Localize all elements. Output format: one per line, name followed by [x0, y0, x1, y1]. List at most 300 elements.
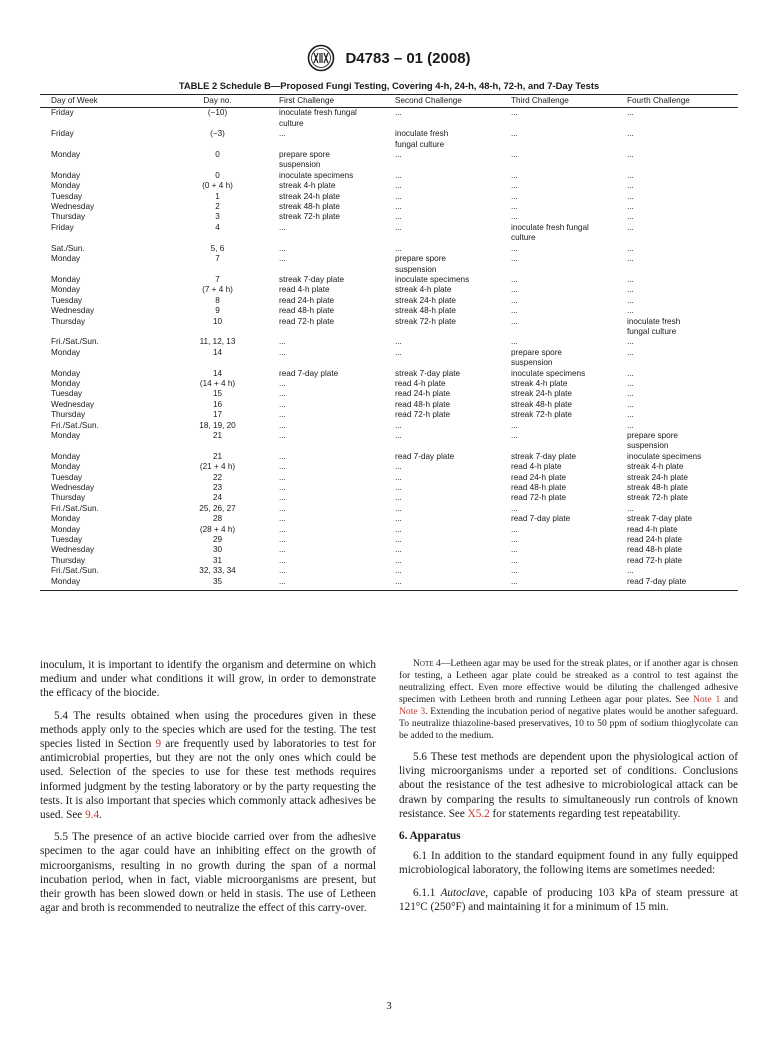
table-cell: ...	[511, 306, 518, 316]
table-cell: ...	[279, 503, 286, 513]
table-cell: Thursday	[51, 212, 86, 222]
table-cell: ...	[511, 254, 518, 264]
text: 5.4 The results obtained when using the procedures given in these methods apply only to the species which are used for the testing. The test species listed in Section	[40, 709, 376, 751]
text: 6.1.1	[413, 886, 441, 899]
table-cell: ...	[511, 202, 518, 212]
column-header: First Challenge	[279, 95, 395, 108]
table-cell: ...	[395, 108, 402, 118]
table-cell: Wednesday	[51, 306, 95, 316]
table-cell: Tuesday	[51, 535, 83, 545]
table-cell: ...	[511, 170, 518, 180]
table-caption: TABLE 2 Schedule B—Proposed Fungi Testing, Covering 4-h, 24-h, 48-h, 72-h, and 7-Day Tests	[178, 80, 600, 91]
table-cell: streak 72-h plate	[279, 212, 340, 222]
table-cell: Wednesday	[51, 483, 95, 493]
section-heading-apparatus: 6. Apparatus	[399, 830, 461, 843]
table-cell: read 24-h plate	[627, 535, 683, 545]
table-cell: Sat./Sun.	[51, 243, 85, 253]
table-cell: ...	[279, 399, 286, 409]
text: —Letheen agar may be used for the streak plates, or if another agar is chosen for testing, a Letheen agar plate could be streaked as a control to test against the neutralizing effect. Even more effective would be diluting the challenged adhesive specimen with Letheen broth and running Letheen agar pour plates. See	[399, 658, 738, 705]
table-cell: Monday	[51, 451, 81, 461]
table-cell: ...	[511, 337, 518, 347]
table-cell: Fri./Sat./Sun.	[51, 420, 99, 430]
table-cell: streak 7-day plate	[511, 451, 577, 461]
column-header: Third Challenge	[511, 95, 627, 108]
table-row	[40, 223, 738, 244]
table-cell: ...	[627, 337, 634, 347]
table-cell: 31	[212, 555, 223, 565]
table-cell: ...	[395, 545, 402, 555]
table-cell: Wednesday	[51, 399, 95, 409]
table-cell: 25, 26, 27	[199, 503, 236, 513]
table-cell: ...	[279, 535, 286, 545]
table-cell: ...	[395, 222, 402, 232]
table-cell: read 4-h plate	[511, 462, 562, 472]
table-cell: inoculate fresh fungal culture	[279, 108, 357, 128]
table-cell: ...	[627, 254, 634, 264]
table-cell: Monday	[51, 462, 81, 472]
table-cell: prepare spore suspension	[627, 431, 678, 451]
table-cell: Monday	[51, 347, 81, 357]
table-cell: 21	[212, 451, 223, 461]
table-cell: Monday	[51, 514, 81, 524]
table-row	[40, 129, 738, 150]
table-cell: ...	[511, 150, 518, 160]
x5-2-link[interactable]: X5.2	[467, 807, 490, 820]
table-cell: ...	[279, 347, 286, 357]
table-cell: ...	[627, 410, 634, 420]
table-cell: Wednesday	[51, 202, 95, 212]
paragraph-inoculum: inoculum, it is important to identify the organism and determine on which medium and under what conditions it will grow, in order to demonstrate the efficacy of the biocide.	[40, 659, 376, 700]
table-cell: Thursday	[51, 316, 86, 326]
table-cell: prepare spore suspension	[395, 254, 446, 274]
table-cell: 16	[212, 399, 223, 409]
table-cell: inoculate fresh fungal culture	[627, 316, 681, 336]
table-cell: ...	[627, 129, 634, 139]
table-cell: 28	[212, 514, 223, 524]
table-cell: Monday	[51, 368, 81, 378]
page-number: 3	[386, 1000, 392, 1012]
table-cell: ...	[627, 243, 634, 253]
text: are frequently used by laboratories to test for antimicrobial properties, but they are not the only ones which could be used. Selection of the species to use for these test methods requires informed judgment by the testing laboratory or by the party requesting the tests. It is also important that species which commonly attack adhesives be used. See	[40, 738, 376, 822]
table-cell: ...	[627, 202, 634, 212]
table-cell: 8	[215, 295, 220, 305]
table-row	[40, 535, 738, 545]
table-cell: ...	[627, 274, 634, 284]
table-cell: Wednesday	[51, 545, 95, 555]
table-cell: streak 4-h plate	[627, 462, 684, 472]
text: for statements regarding test repeatability.	[489, 807, 681, 820]
table-row	[40, 545, 738, 555]
note-1-link[interactable]: Note 1	[692, 694, 721, 705]
table-cell: ...	[511, 212, 518, 222]
table-cell: ...	[627, 306, 634, 316]
table-cell: read 4-h plate	[395, 378, 446, 388]
table-cell: 24	[212, 493, 223, 503]
table-cell: ...	[279, 337, 286, 347]
table-cell: read 4-h plate	[279, 285, 330, 295]
table-cell: Tuesday	[51, 295, 83, 305]
table-row	[40, 525, 738, 535]
table-cell: inoculate specimens	[627, 451, 702, 461]
table-cell: ...	[395, 150, 402, 160]
table-cell: ...	[627, 347, 634, 357]
table-cell: ...	[395, 243, 402, 253]
table-cell: read 48-h plate	[511, 483, 567, 493]
table-cell: Monday	[51, 170, 81, 180]
table-cell: 30	[212, 545, 223, 555]
table-cell: 22	[212, 472, 223, 482]
table-cell: inoculate specimens	[395, 274, 470, 284]
paragraph-5-4	[40, 709, 376, 823]
table-cell: Fri./Sat./Sun.	[51, 337, 99, 347]
table-cell: streak 72-h plate	[511, 410, 572, 420]
table-cell: ...	[395, 472, 402, 482]
table-row	[40, 202, 738, 212]
table-cell: read 72-h plate	[279, 316, 335, 326]
table-cell: ...	[511, 181, 518, 191]
table-cell: ...	[279, 577, 395, 591]
paragraph-6-1: 6.1 In addition to the standard equipment found in any fully equipped microbiological laboratory, the following items are sometimes needed:	[399, 850, 738, 877]
table-cell: 29	[212, 535, 223, 545]
table-cell: ...	[395, 347, 402, 357]
table-cell: Monday	[51, 285, 81, 295]
table-cell: ...	[279, 483, 286, 493]
table-cell: ...	[627, 295, 634, 305]
table-row	[40, 493, 738, 503]
table-cell: read 7-day plate	[395, 451, 455, 461]
table-cell: Monday	[51, 431, 81, 440]
table-cell: ...	[279, 410, 286, 420]
table-cell: streak 24-h plate	[395, 295, 456, 305]
table-cell: ...	[395, 191, 402, 201]
table-row	[40, 212, 738, 222]
note-3-link[interactable]: Note 3	[399, 706, 426, 717]
table-cell: ...	[279, 566, 286, 576]
term-autoclave: Autoclave,	[440, 886, 489, 899]
table-row	[40, 504, 738, 514]
table-cell: ...	[395, 577, 511, 591]
table-cell: ...	[395, 170, 402, 180]
table-row	[40, 514, 738, 524]
table-cell: Fri./Sat./Sun.	[51, 503, 99, 513]
table-cell: (0 + 4 h)	[202, 181, 233, 191]
table-cell: ...	[511, 524, 518, 534]
table-row	[40, 410, 738, 420]
note-4	[399, 658, 738, 742]
table-cell: ...	[511, 566, 518, 576]
table-cell: Thursday	[51, 410, 86, 420]
table-cell: 14	[212, 347, 223, 357]
table-cell: read 72-h plate	[511, 493, 567, 503]
table-cell: inoculate fresh fungal culture	[511, 222, 589, 243]
table-row	[40, 348, 738, 369]
table-cell: read 24-h plate	[395, 389, 451, 399]
table-row	[40, 400, 738, 410]
table-cell: (−10)	[207, 108, 228, 118]
table-row	[40, 369, 738, 379]
table-cell: Tuesday	[51, 472, 83, 482]
table-cell: ...	[395, 555, 402, 565]
table-cell: read 48-h plate	[395, 399, 451, 409]
table-header-row	[40, 95, 738, 108]
table-cell: 1	[215, 191, 220, 201]
table-cell: ...	[511, 535, 518, 545]
table-cell: 3	[215, 212, 220, 222]
table-cell: ...	[627, 222, 634, 232]
table-cell: 18, 19, 20	[199, 420, 236, 430]
table-cell: ...	[395, 181, 402, 191]
text: .	[99, 809, 102, 822]
column-header: Second Challenge	[395, 95, 511, 108]
table-cell: ...	[395, 202, 402, 212]
table-cell: streak 48-h plate	[511, 399, 572, 409]
table-cell: ...	[627, 566, 634, 576]
table-cell: ...	[511, 420, 518, 430]
table-row	[40, 317, 738, 338]
table-cell: Monday	[51, 150, 81, 160]
table-row	[40, 431, 738, 452]
table-cell: streak 4-h plate	[279, 181, 336, 191]
table-cell: ...	[511, 274, 518, 284]
table-cell: streak 7-day plate	[395, 368, 461, 378]
table-cell: ...	[279, 555, 286, 565]
table-cell: ...	[627, 399, 634, 409]
left-column	[40, 658, 376, 923]
table-cell: Tuesday	[51, 191, 83, 201]
table-cell: streak 24-h plate	[627, 472, 688, 482]
page-header	[0, 44, 778, 72]
paragraph-5-6	[399, 750, 738, 821]
table-row	[40, 421, 738, 431]
table-row	[40, 452, 738, 462]
table-cell: Fri./Sat./Sun.	[51, 566, 99, 576]
table-body	[40, 108, 738, 591]
table-cell: ...	[395, 483, 402, 493]
table-row	[40, 285, 738, 295]
table-cell: ...	[627, 368, 634, 378]
table-cell: ...	[395, 462, 402, 472]
table-cell: read 24-h plate	[511, 472, 567, 482]
table-cell: ...	[279, 129, 286, 139]
table-cell: prepare spore suspension	[279, 150, 330, 170]
table-row	[40, 181, 738, 191]
table-cell: ...	[511, 316, 518, 326]
table-cell: ...	[279, 524, 286, 534]
table-cell: ...	[279, 472, 286, 482]
table-cell: ...	[395, 514, 402, 524]
table-cell: Thursday	[51, 555, 86, 565]
table-cell: ...	[395, 420, 402, 430]
text: . Extending the incubation period of negative plates would be another safeguard. To neutralize thiazoline-based preservatives, 10 to 50 ppm of sodium thioglycolate can be added to the medium.	[399, 706, 738, 741]
table-row	[40, 108, 738, 129]
table-row	[40, 337, 738, 347]
table-cell: ...	[627, 389, 634, 399]
table-row	[40, 577, 738, 591]
astm-logo-icon	[307, 44, 335, 72]
table-cell: inoculate specimens	[279, 170, 354, 180]
table-cell: ...	[395, 493, 402, 503]
table-cell: ...	[511, 295, 518, 305]
table-cell: 15	[212, 389, 223, 399]
table-cell: read 4-h plate	[627, 524, 678, 534]
table-row	[40, 306, 738, 316]
table-row	[40, 379, 738, 389]
text: 5.6 These test methods are dependent upon the physiological action of living microorganisms under a reported set of conditions. Conclusions about the resistance of the test adhesive to microbiological attack can be drawn by comparing the results to simultaneously run controls of known resistance. See	[399, 751, 738, 820]
table-cell: ...	[511, 108, 518, 118]
table-cell: ...	[511, 243, 518, 253]
table-cell: ...	[395, 503, 402, 513]
table-cell: streak 24-h plate	[279, 191, 340, 201]
table-cell: ...	[279, 545, 286, 555]
table-cell: 2	[215, 202, 220, 212]
table-cell: read 24-h plate	[279, 295, 335, 305]
table-cell: Friday	[51, 222, 74, 232]
table-cell: ...	[395, 524, 402, 534]
table-cell: Monday	[51, 524, 81, 534]
table-cell: ...	[627, 170, 634, 180]
column-header: Day of Week	[40, 95, 156, 108]
table-cell: (21 + 4 h)	[199, 462, 236, 472]
table-row	[40, 556, 738, 566]
table-cell: Friday	[51, 108, 74, 118]
table-cell: 35	[156, 577, 279, 591]
table-cell: ...	[627, 181, 634, 191]
table-cell: ...	[511, 285, 518, 295]
table-cell: ...	[279, 254, 286, 264]
table-cell: ...	[279, 451, 286, 461]
column-header: Fourth Challenge	[627, 95, 738, 108]
table-row	[40, 296, 738, 306]
table-cell: streak 48-h plate	[627, 483, 688, 493]
table-cell: ...	[511, 431, 518, 440]
table-cell: ...	[395, 535, 402, 545]
table-cell: ...	[511, 555, 518, 565]
table-cell: ...	[511, 545, 518, 555]
document-id: D4783 – 01 (2008)	[345, 49, 471, 67]
table-row	[40, 192, 738, 202]
table-cell: read 7-day plate	[279, 368, 339, 378]
table-cell: ...	[279, 462, 286, 472]
table-cell: 9	[215, 306, 220, 316]
table-cell: Monday	[51, 378, 81, 388]
table-cell: streak 4-h plate	[395, 285, 452, 295]
table-row	[40, 171, 738, 181]
table-cell: ...	[627, 191, 634, 201]
table-cell: ...	[511, 503, 518, 513]
table-cell: (−3)	[210, 129, 225, 139]
table-row	[40, 275, 738, 285]
table-row	[40, 389, 738, 399]
table-cell: 23	[212, 483, 223, 493]
table-cell: 0	[215, 150, 220, 160]
table-cell: streak 24-h plate	[511, 389, 572, 399]
table-cell: 10	[212, 316, 223, 326]
table-cell: prepare spore suspension	[511, 347, 562, 368]
table-cell: Monday	[51, 254, 81, 264]
schedule-table	[40, 94, 738, 591]
table-cell: inoculate fresh fungal culture	[395, 129, 449, 149]
section-9-4-link[interactable]: 9.4	[85, 809, 100, 822]
table-cell: Tuesday	[51, 389, 83, 399]
table-cell: streak 7-day plate	[279, 274, 345, 284]
table-cell: Thursday	[51, 493, 86, 503]
table-cell: ...	[279, 378, 286, 388]
table-cell: (28 + 4 h)	[199, 524, 236, 534]
table-cell: read 48-h plate	[279, 306, 335, 316]
table-cell: 5, 6	[210, 243, 225, 253]
column-header: Day no.	[156, 95, 279, 108]
table-cell: ...	[395, 431, 402, 440]
table-cell: (14 + 4 h)	[199, 378, 236, 388]
table-cell: read 72-h plate	[395, 410, 451, 420]
table-cell: read 48-h plate	[627, 545, 683, 555]
table-cell: streak 72-h plate	[395, 316, 456, 326]
table-cell: 7	[215, 254, 220, 264]
table-cell: streak 48-h plate	[395, 306, 456, 316]
table-cell: ...	[627, 212, 634, 222]
table-cell: streak 48-h plate	[279, 202, 340, 212]
table-cell: 0	[215, 170, 220, 180]
table-cell: ...	[511, 191, 518, 201]
table-cell: (7 + 4 h)	[202, 285, 233, 295]
note-label: Note 4	[413, 658, 441, 669]
table-cell: ...	[279, 493, 286, 503]
table-cell: Friday	[51, 129, 74, 139]
table-cell: 14	[212, 368, 223, 378]
table-cell: inoculate specimens	[511, 368, 586, 378]
table-cell: 4	[215, 222, 220, 232]
table-cell: ...	[395, 212, 402, 222]
table-cell: 32, 33, 34	[199, 566, 236, 576]
table-cell: ...	[279, 431, 286, 440]
text: and	[720, 694, 738, 705]
table-cell: 17	[212, 410, 223, 420]
section-9-link[interactable]: 9	[155, 738, 162, 751]
table-row	[40, 483, 738, 493]
table-row	[40, 244, 738, 254]
table-cell: Monday	[40, 577, 156, 591]
table-cell: ...	[511, 577, 627, 591]
table-cell: 21	[212, 431, 223, 440]
table-cell: ...	[627, 285, 634, 295]
table-cell: ...	[627, 420, 634, 430]
table-cell: Monday	[51, 274, 81, 284]
table-cell: ...	[627, 108, 634, 118]
table-cell: ...	[279, 389, 286, 399]
table-cell: read 72-h plate	[627, 555, 683, 565]
table-cell: ...	[279, 514, 286, 524]
table-cell: ...	[279, 222, 286, 232]
paragraph-6-1-1	[399, 886, 738, 914]
table-cell: ...	[395, 337, 402, 347]
table-cell: streak 4-h plate	[511, 378, 568, 388]
paragraph-5-5: 5.5 The presence of an active biocide carried over from the adhesive specimen to the agar could have an inhibiting effect on the growth of microorganisms, resulting in no growth during the span of a normal incubation period, when in fact, viable microorganisms are present, but their growth has been slowed down or held in stasis. The use of Letheen agar and broth is recommended to neutralize the effect of this carry-over.	[40, 831, 376, 915]
table-cell: ...	[279, 243, 286, 253]
table-cell: ...	[627, 378, 634, 388]
table-cell: ...	[627, 503, 634, 513]
table-cell: read 7-day plate	[627, 577, 738, 591]
table-cell: streak 7-day plate	[627, 514, 693, 524]
table-cell: Monday	[51, 181, 81, 191]
table-cell: ...	[627, 150, 634, 160]
table-cell: ...	[279, 420, 286, 430]
table-row	[40, 150, 738, 171]
table-row	[40, 473, 738, 483]
text: capable of producing 103 kPa of steam pressure at 121°C (250°F) and maintaining it for a minimum of 15 min.	[399, 886, 739, 913]
table-cell: ...	[511, 129, 518, 139]
table-row	[40, 566, 738, 576]
right-column	[399, 658, 738, 922]
